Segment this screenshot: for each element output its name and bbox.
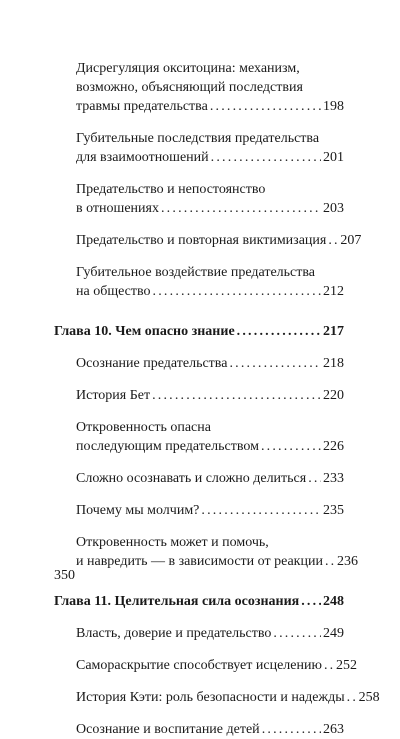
dot-leader (161, 199, 321, 218)
toc-chapter-heading (54, 592, 344, 611)
dot-leader (261, 437, 321, 456)
toc-entry (54, 624, 344, 643)
toc-entry-leader-line (76, 437, 344, 456)
toc-entry (54, 263, 344, 301)
dot-leader (153, 282, 321, 301)
toc-entry-page-number: 258 (358, 690, 380, 705)
dot-leader (328, 231, 338, 250)
toc-entry-page-number: 252 (335, 658, 357, 673)
toc-entry-title: Сложно осознавать и сложно делиться (76, 471, 307, 486)
toc-entry-leader-line (76, 624, 344, 643)
table-of-contents (54, 59, 380, 739)
toc-entry-title-line: возможно, объясняющий последствия (76, 80, 303, 95)
toc-chapter-heading (54, 322, 344, 341)
toc-entry-title-line: Предательство и непостоянство (76, 182, 266, 197)
toc-entry (54, 501, 344, 520)
dot-leader (301, 592, 321, 611)
toc-entry (54, 386, 344, 405)
toc-entry-leader-line (76, 97, 344, 116)
toc-entry-title: История Кэти: роль безопасности и надежды (76, 690, 345, 705)
toc-entry (54, 231, 362, 250)
toc-entry-page-number: 235 (323, 503, 344, 518)
toc-entry (54, 59, 344, 116)
dot-leader (325, 552, 335, 571)
dot-leader (229, 354, 321, 373)
toc-entry-leader-line (54, 322, 344, 341)
toc-entry-title: Почему мы молчим? (76, 503, 200, 518)
toc-entry-leader-line (76, 354, 344, 373)
dot-leader (201, 501, 321, 520)
toc-entry-leader-line (76, 656, 357, 675)
toc-entry (54, 656, 357, 675)
toc-entry-leader-line (76, 688, 380, 707)
dot-leader (152, 386, 321, 405)
toc-entry-page-number: 198 (323, 99, 344, 114)
toc-entry-page-number: 233 (323, 471, 344, 486)
toc-entry-leader-line (76, 199, 344, 218)
toc-entry-page-number: 212 (323, 284, 344, 299)
toc-entry-page-number: 263 (323, 722, 344, 737)
toc-entry-title-line: Откровенность опасна (76, 420, 211, 435)
page-number: 350 (54, 568, 75, 583)
toc-entry-leader-line (76, 720, 344, 739)
dot-leader (211, 148, 321, 167)
toc-entry-leader-line (54, 592, 344, 611)
toc-entry-page-number: 218 (323, 356, 344, 371)
dot-leader (210, 97, 321, 116)
dot-leader (324, 656, 334, 675)
toc-entry-page-number: 220 (323, 388, 344, 403)
toc-entry-title: Власть, доверие и предательство (76, 626, 272, 641)
toc-entry-leader-line (76, 501, 344, 520)
toc-entry-title: Глава 10. Чем опасно знание (54, 324, 235, 339)
dot-leader (308, 469, 321, 488)
toc-entry (54, 418, 344, 456)
toc-entry-page-number: 236 (336, 554, 358, 569)
toc-entry (54, 129, 344, 167)
toc-entry (54, 533, 358, 571)
toc-entry-page-number: 248 (323, 594, 344, 609)
toc-entry-leader-line (76, 469, 344, 488)
toc-entry-title: травмы предательства (76, 99, 208, 114)
toc-entry (54, 180, 344, 218)
toc-entry-title: на общество (76, 284, 151, 299)
toc-entry-title-line: Откровенность может и помочь, (76, 535, 269, 550)
dot-leader (262, 720, 321, 739)
toc-entry-title: Самораскрытие способствует исцелению (76, 658, 322, 673)
toc-entry-title: последующим предательством (76, 439, 259, 454)
toc-entry-title: Глава 11. Целительная сила осознания (54, 594, 300, 609)
toc-entry-page-number: 249 (323, 626, 344, 641)
toc-entry-page-number: 203 (323, 201, 344, 216)
toc-entry-title: в отношениях (76, 201, 159, 216)
dot-leader (237, 322, 321, 341)
toc-entry-leader-line (76, 282, 344, 301)
toc-entry-title: и навредить — в зависимости от реакции (76, 554, 323, 569)
dot-leader (273, 624, 321, 643)
toc-entry-title: для взаимоотношений (76, 150, 209, 165)
toc-entry-title-line: Дисрегуляция окситоцина: механизм, (76, 61, 300, 76)
toc-entry (54, 720, 344, 739)
toc-entry-leader-line (76, 231, 362, 250)
toc-entry-leader-line (76, 386, 344, 405)
toc-entry-title: Осознание и воспитание детей (76, 722, 260, 737)
dot-leader (347, 688, 357, 707)
toc-entry-page-number: 201 (323, 150, 344, 165)
toc-entry-title-line: Губительное воздействие предательства (76, 265, 316, 280)
toc-entry (54, 469, 344, 488)
toc-entry-page-number: 226 (323, 439, 344, 454)
toc-entry (54, 688, 380, 707)
toc-entry-page-number: 207 (340, 233, 362, 248)
toc-entry-leader-line (76, 148, 344, 167)
toc-entry (54, 354, 344, 373)
toc-entry-title: Осознание предательства (76, 356, 228, 371)
toc-entry-page-number: 217 (323, 324, 344, 339)
toc-entry-title-line: Губительные последствия предательства (76, 131, 320, 146)
toc-entry-title: Предательство и повторная виктимизация (76, 233, 327, 248)
toc-entry-leader-line (76, 552, 358, 571)
toc-entry-title: История Бет (76, 388, 151, 403)
